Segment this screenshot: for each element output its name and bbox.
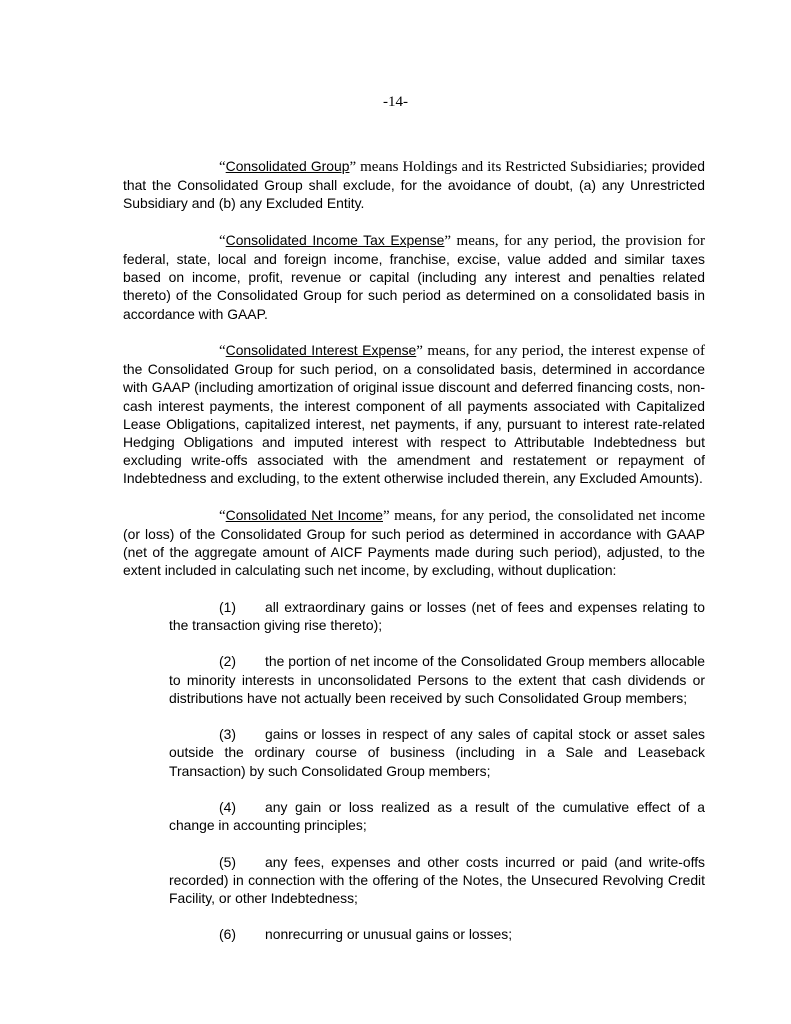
item-number: (6) (219, 926, 236, 943)
list-item (169, 798, 705, 834)
defined-term: Consolidated Group (225, 158, 350, 174)
definition-consolidated-group (123, 157, 705, 213)
item-text: any gain or loss realized as a result of the cumulative effect of a change in accounting principles; (169, 799, 705, 834)
list-item (169, 598, 705, 634)
definition-text: (or loss) of the Consolidated Group for such period as determined in accordance with GAAP (net of the aggregate amount of AICF Payments made during such period), adjusted, to the extent included in calculating such net income, by excluding, without duplication: (123, 526, 705, 579)
open-quote: “ (219, 159, 226, 175)
item-text: nonrecurring or unusual gains or losses; (265, 926, 513, 943)
definition-text: the Consolidated Group for such period, on a consolidated basis, determined in accordance with GAAP (including amortization of original issue discount and deferred financing costs, non-cash interest payments, the interest component of all payments associated with Capitalized Lease Obligations, capitalized interest, net payments, if any, pursuant to interest rate-related Hedging Obligations and imputed interest with respect to Attributable Indebtedness but excluding write-offs associated with the amendment and restatement or repayment of Indebtedness and excluding, to the extent otherwise included therein, any Excluded Amounts). (123, 361, 705, 487)
item-text: all extraordinary gains or losses (net of fees and expenses relating to the transaction giving rise thereto); (169, 598, 705, 634)
item-number: (5) (219, 853, 236, 870)
definition-consolidated-net-income (123, 506, 705, 580)
page-number: -14- (383, 94, 408, 110)
item-text: any fees, expenses and other costs incurred or paid (and write-offs recorded) in connection with the offering of the Notes, the Unsecured Revolving Credit Facility, or other Indebtedness; (169, 853, 705, 906)
definition-text: federal, state, local and foreign income, franchise, excise, value added and similar taxes based on income, profit, revenue or capital (including any interest and penalties related thereto) of the Consolidated Group for such period as determined on a consolidated basis in accordance with GAAP. (123, 251, 705, 322)
defined-term: Consolidated Net Income (225, 506, 383, 523)
open-quote: “ (219, 507, 226, 524)
definition-lead: ” means, for any period, the consolidated net income (383, 507, 705, 524)
list-item (169, 853, 705, 908)
item-text: the portion of net income of the Consolidated Group members allocable to minority interests in unconsolidated Persons to the extent that cash dividends or distributions have not actually been received by such Consolidated Group members; (169, 653, 705, 706)
list-item (169, 652, 705, 707)
defined-term: Consolidated Interest Expense (225, 342, 417, 358)
definition-lead: ” means Holdings and its Restricted Subsidiaries; (349, 159, 648, 175)
definition-text: provided that the Consolidated Group shall exclude, for the avoidance of doubt, (a) any Unrestricted Subsidiary and (b) any Excluded Entity. (123, 158, 706, 212)
list-item (169, 725, 705, 780)
item-text: gains or losses in respect of any sales of capital stock or asset sales outside the ordinary course of business (including in a Sale and Leaseback Transaction) by such Consolidated Group members; (169, 726, 705, 779)
list-item (169, 925, 705, 943)
open-quote: “ (219, 343, 226, 359)
definition-lead: ” means, for any period, the interest expense of (416, 343, 706, 359)
defined-term: Consolidated Income Tax Expense (225, 231, 445, 248)
definition-consolidated-income-tax-expense (123, 231, 705, 323)
item-number: (2) (219, 653, 236, 670)
item-number: (3) (219, 726, 236, 743)
definition-consolidated-interest-expense (123, 341, 705, 488)
item-number: (1) (219, 598, 236, 615)
item-number: (4) (219, 799, 236, 815)
document-body (123, 157, 705, 962)
open-quote: “ (219, 232, 226, 249)
definition-lead: ” means, for any period, the provision for (444, 232, 706, 249)
